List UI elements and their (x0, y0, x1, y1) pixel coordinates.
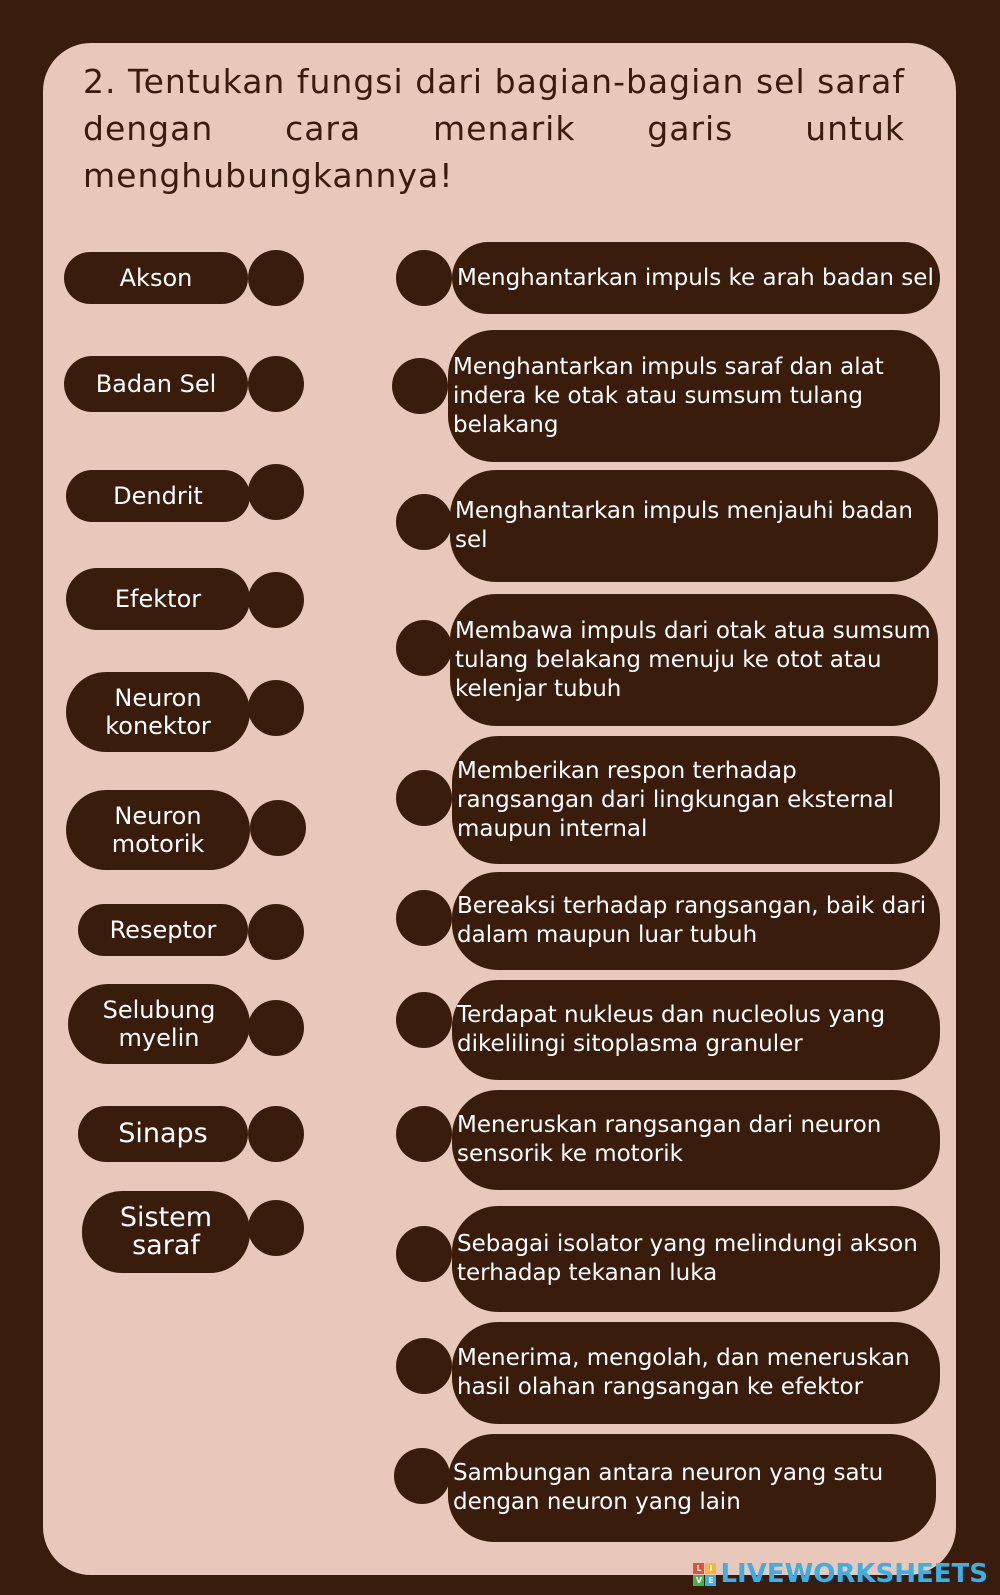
term-sistem-saraf: Sistem saraf (82, 1191, 250, 1273)
desc-8: Meneruskan rangsangan dari neuron sensorik ke motorik (452, 1090, 940, 1190)
term-dot-dendrit[interactable] (248, 464, 304, 520)
term-dot-selubung-myelin[interactable] (248, 1000, 304, 1056)
desc-10: Menerima, mengolah, dan meneruskan hasil olahan rangsangan ke efektor (452, 1322, 940, 1424)
desc-2: Menghantarkan impuls saraf dan alat indera ke otak atau sumsum tulang belakang (448, 330, 940, 462)
desc-dot-7[interactable] (396, 992, 452, 1048)
desc-dot-2[interactable] (392, 358, 448, 414)
desc-dot-8[interactable] (396, 1106, 452, 1162)
desc-5: Memberikan respon terhadap rangsangan dari lingkungan eksternal maupun internal (452, 736, 940, 864)
term-neuron-konektor: Neuron konektor (66, 672, 250, 752)
logo-letter-i: I (705, 1563, 716, 1574)
term-badan-sel: Badan Sel (64, 356, 248, 412)
term-dot-neuron-motorik[interactable] (250, 800, 306, 856)
term-selubung-myelin: Selubung myelin (68, 984, 250, 1064)
term-dot-reseptor[interactable] (248, 904, 304, 960)
term-dot-neuron-konektor[interactable] (248, 680, 304, 736)
term-dot-akson[interactable] (248, 250, 304, 306)
desc-9: Sebagai isolator yang melindungi akson terhadap tekanan luka (452, 1206, 940, 1312)
desc-dot-9[interactable] (396, 1226, 452, 1282)
logo-letter-l: L (693, 1563, 704, 1574)
desc-3: Menghantarkan impuls menjauhi badan sel (450, 470, 938, 582)
term-dot-efektor[interactable] (248, 572, 304, 628)
desc-dot-3[interactable] (396, 494, 452, 550)
desc-4: Membawa impuls dari otak atua sumsum tulang belakang menuju ke otot atau kelenjar tubuh (450, 594, 938, 726)
liveworksheets-logo (693, 1559, 988, 1589)
desc-dot-4[interactable] (396, 620, 452, 676)
term-neuron-motorik: Neuron motorik (66, 790, 250, 870)
term-dot-sinaps[interactable] (248, 1106, 304, 1162)
desc-dot-11[interactable] (394, 1448, 450, 1504)
desc-dot-6[interactable] (396, 890, 452, 946)
desc-7: Terdapat nukleus dan nucleolus yang dikelilingi sitoplasma granuler (452, 980, 940, 1080)
term-dendrit: Dendrit (66, 470, 250, 522)
logo-letter-v: V (693, 1575, 704, 1586)
liveworksheets-wordmark: LIVEWORKSHEETS (720, 1559, 988, 1589)
term-akson: Akson (64, 252, 248, 304)
term-dot-sistem-saraf[interactable] (248, 1200, 304, 1256)
desc-6: Bereaksi terhadap rangsangan, baik dari dalam maupun luar tubuh (452, 872, 940, 970)
desc-11: Sambungan antara neuron yang satu dengan neuron yang lain (448, 1434, 936, 1542)
desc-1: Menghantarkan impuls ke arah badan sel (452, 242, 940, 314)
term-dot-badan-sel[interactable] (248, 356, 304, 412)
term-sinaps: Sinaps (78, 1106, 248, 1162)
logo-letter-e: E (705, 1575, 716, 1586)
term-reseptor: Reseptor (78, 904, 248, 956)
question-text: 2. Tentukan fungsi dari bagian-bagian sel saraf dengan cara menarik garis untuk menghubungkannya! (83, 62, 905, 195)
desc-dot-10[interactable] (396, 1338, 452, 1394)
desc-dot-5[interactable] (396, 770, 452, 826)
liveworksheets-logo-icon (693, 1563, 716, 1586)
desc-dot-1[interactable] (396, 250, 452, 306)
term-efektor: Efektor (66, 568, 250, 630)
